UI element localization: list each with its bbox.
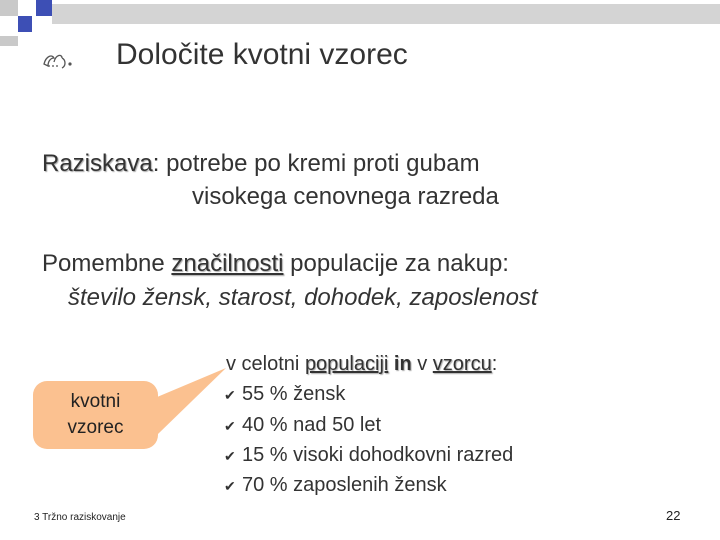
stat-item — [224, 444, 513, 467]
stat-text: 15 % visoki dohodkovni razred — [242, 444, 514, 466]
research-line-2: visokega cenovnega razreda — [192, 183, 499, 210]
check-bullet-icon: ✔ — [224, 448, 236, 464]
characteristics-keyword: značilnosti — [171, 250, 284, 277]
footer-course-label: 3 Tržno raziskovanje — [34, 512, 126, 523]
callout-line-1: kvotni — [70, 391, 121, 412]
page-number: 22 — [666, 508, 681, 523]
research-label: Raziskava — [42, 150, 153, 177]
check-bullet-icon: ✔ — [224, 478, 236, 494]
stats-head-colon: : — [491, 353, 498, 375]
quota-sample-callout — [33, 381, 158, 449]
stats-head-vzorec: vzorcu — [432, 353, 492, 375]
page-title: Določite kvotni vzorec — [116, 38, 408, 71]
stats-head-populacija: populaciji — [304, 353, 389, 375]
stats-head-v: v — [417, 353, 428, 375]
callout-line-2: vzorec — [67, 417, 124, 438]
research-text-1: potrebe po kremi proti gubam — [166, 150, 480, 177]
stats-head-prefix: v celotni — [226, 353, 300, 375]
characteristics-prefix: Pomembne — [42, 250, 165, 277]
check-bullet-icon: ✔ — [224, 418, 236, 434]
research-colon: : — [152, 150, 160, 177]
stat-text: 55 % žensk — [242, 383, 346, 405]
stat-item — [224, 414, 381, 437]
stat-text: 40 % nad 50 let — [242, 414, 381, 436]
stat-item — [224, 474, 447, 497]
characteristics-suffix: populacije za nakup: — [290, 250, 509, 277]
stats-head-in: in — [393, 353, 412, 375]
stat-text: 70 % zaposlenih žensk — [242, 474, 447, 496]
check-bullet-icon: ✔ — [224, 387, 236, 403]
stats-heading — [226, 353, 497, 376]
characteristics-list: število žensk, starost, dohodek, zaposlenost — [68, 284, 538, 311]
stat-item — [224, 383, 345, 406]
